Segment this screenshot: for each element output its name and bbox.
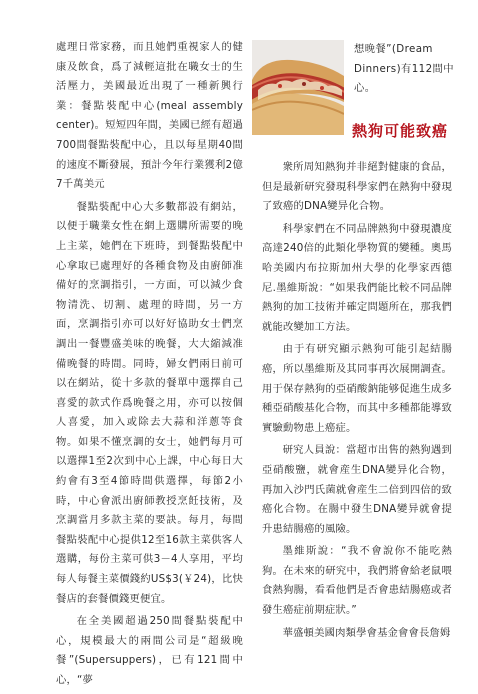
paragraph-quote: 墨維斯說：“我不會說你不能吃熱狗。在未來的研究中，我們將會給老鼠喂食熱狗腸，看看他們是否會患結腸癌或者發生癌症前期症狀。” — [262, 545, 452, 617]
hot-dog-photo — [252, 40, 344, 135]
left-column — [56, 38, 243, 694]
paragraph-largest-companies: 在全美國超過250間餐點裝配中心，規模最大的兩間公司是“超級晚餐”(Supersuppers)，已有121間中心，“夢 — [56, 615, 243, 686]
section-heading: 熱狗可能致癌 — [352, 122, 449, 140]
paragraph-website: 餐點裝配中心大多數都設有網站，以便于職業女性在網上選購所需要的晚上主菜，她們在下班時，到餐點裝配中心拿取已處理好的各種食物及由廚師准備好的烹調指引，一方面，可以減少食物清洗、切割、處理的時間，另一方面，烹調指引亦可以好好協助女士們烹調出一餐豐盛美味的晚餐，大大縮減准備晚餐的時間。同時，婦女們兩日前可以在網站，從十多款的餐單中選擇自己喜愛的款式作爲晚餐之用，亦可以按個人喜愛，加入或除去大蒜和洋蔥等食物。如果不懂烹調的女士，她們每月可以選擇1至2次到中心上課，中心每日大約會有3至4節時間供選擇，每節2小時，中心會派出廚師教授烹飪技術，及烹調當月多款主菜的要訣。每月，每間餐點裝配中心提供12至16款主菜供客人選購，每份主菜可供3－4人享用，平均每人每餐主菜價錢約US$3(￥24)，比快餐店的套餐價錢更便宜。 — [56, 200, 243, 605]
paragraph-intro-continued: 處理日常家務，而且她們重視家人的健康及飲食，爲了減輕這批在職女士的生活壓力，美國最近出現了一種新興行業：餐點裝配中心(meal assembly center)。短短四年間，美國已經有超過700間餐點裝配中心，且以每星期40間的速度不斷發展，預計今年行業獲利2億7千萬美元 — [56, 41, 243, 191]
paragraph-hotdog-unhealthy: 衆所周知熱狗并非絕對健康的食品，但是最新研究發現科學家們在熱狗中發現了致癌的DNA變异化合物。 — [262, 161, 452, 213]
paragraph-researchers: 研究人員說：當超市出售的熱狗遇到亞硝酸鹽，就會産生DNA變异化合物，再加入沙門氏菌就會産生二倍到四倍的致癌化合物。在腸中發生DNA變异就會提升患結腸癌的風險。 — [262, 444, 452, 535]
paragraph-brands-study: 科學家們在不同品牌熱狗中發現濃度高達240倍的此類化學物質的變種。奧馬哈美國内布拉斯加州大學的化學家西德尼.墨維斯說：“如果我們能比較不同品牌熱狗的加工技術并確定問題所在，那我們就能改變加工方法。 — [262, 222, 452, 333]
caption-continued: 想晚餐”(Dream Dinners)有112間中心。 — [354, 43, 454, 95]
paragraph-foundation: 華盛頓美國肉類學會基金會會長詹姆 — [282, 626, 451, 639]
right-column — [262, 158, 452, 646]
paragraph-investigation: 由于有研究顯示熱狗可能引起結腸癌，所以墨維斯及其同事再次展開調查。用于保存熱狗的亞硝酸鈉能够促進生成多種亞硝酸基化合物，而其中多種都能導致實驗動物患上癌症。 — [262, 343, 452, 434]
